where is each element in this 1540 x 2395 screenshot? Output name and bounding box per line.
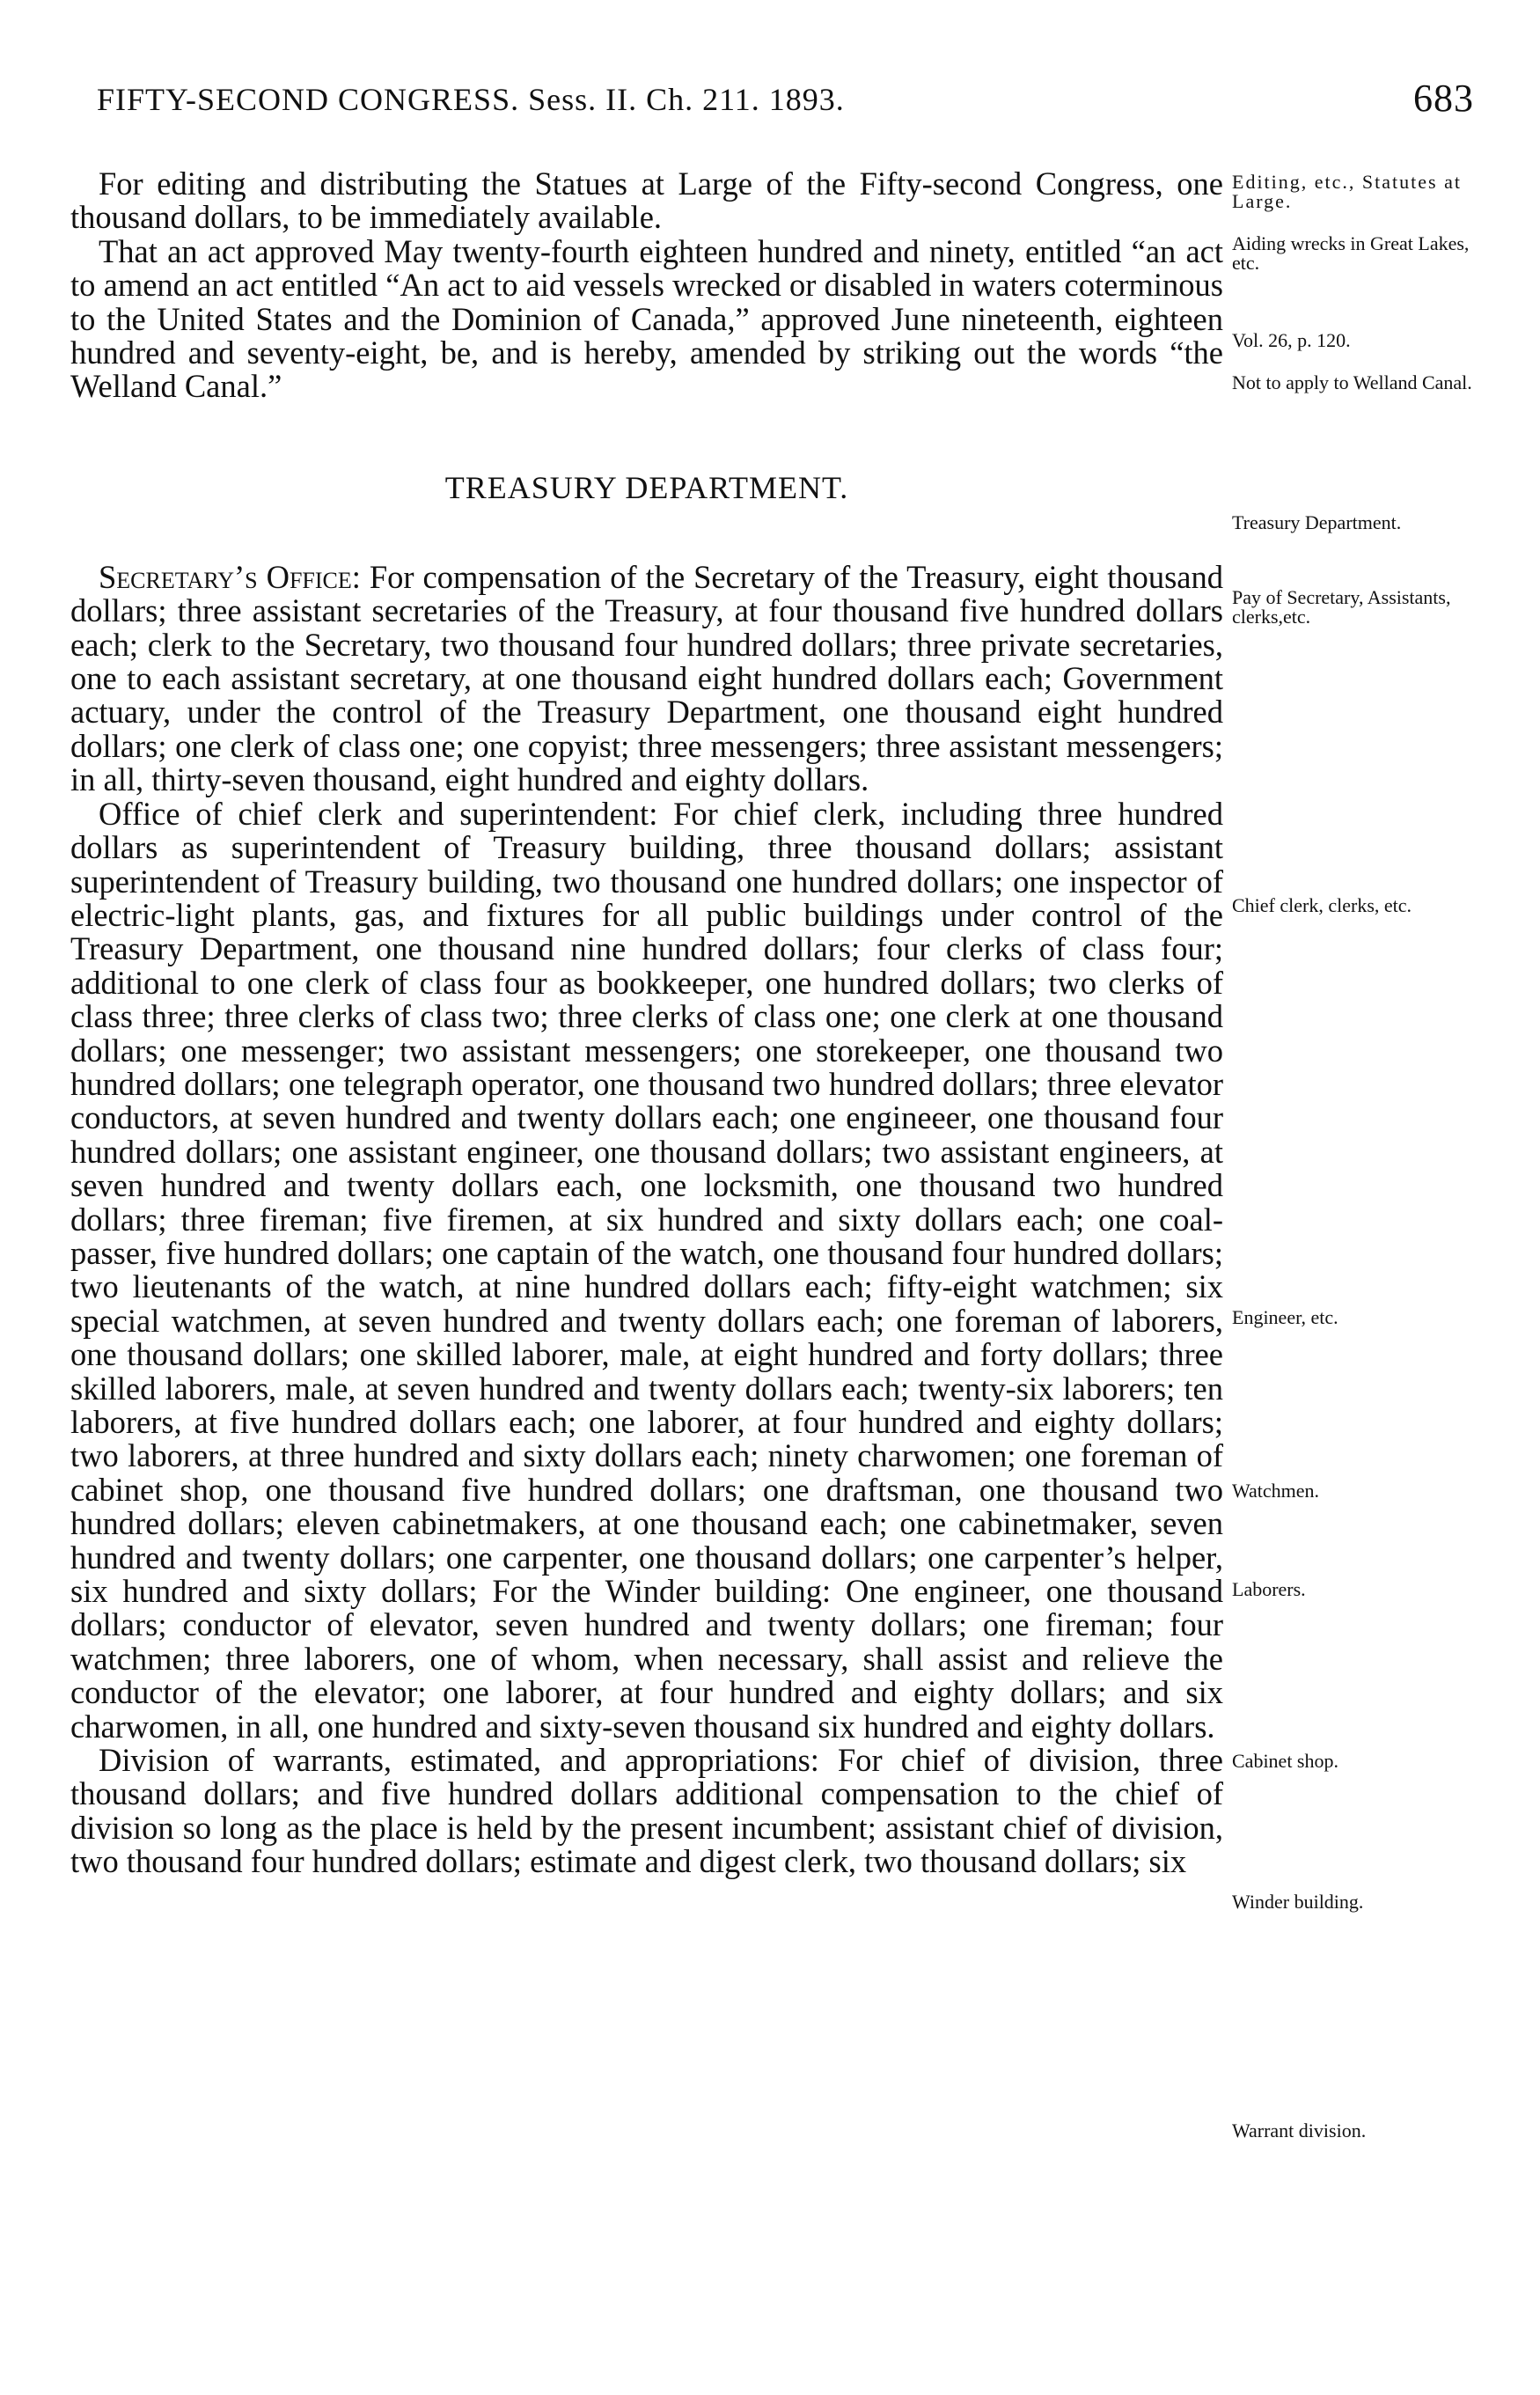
paragraph-text: For compensation of the Secretary of the Treasury, eight thousand dollars; three assistant secretaries of the Treasury, at four thousand five hundred dollars each; clerk to the Secretary, two thousand four hundred dollars; three private secretaries, one to each assistant secretary, at one thousand eight hundred dollars each; Government actuary, under the control of the Treasury Department, one thousand eight hundred dollars; one clerk of class one; one copyist; three messengers; three assistant messengers; in all, thirty-seven thousand, eight hundred and eighty dollars. (70, 558, 1223, 798)
note-warrant-division: Warrant division. (1232, 2120, 1367, 2142)
note-chief-clerk: Chief clerk, clerks, etc. (1232, 894, 1412, 916)
note-engineer: Engineer, etc. (1232, 1306, 1338, 1328)
note-watchmen: Watchmen. (1232, 1480, 1320, 1502)
section-heading: TREASURY DEPARTMENT. (444, 469, 849, 505)
paragraph-secretarys-office (70, 558, 1223, 798)
note-editing: Editing, etc., Statutes at Large. (1232, 171, 1462, 212)
note-aiding-wrecks: Aiding wrecks in Great Lakes, etc. (1232, 232, 1470, 274)
page-number: 683 (1413, 77, 1474, 120)
paragraph-chief-clerk: Office of chief clerk and superintendent: For chief clerk, including three hundred dollars as superintendent of Treasury building, three thousand dollars; assistant superintendent of Treasury building, two thousand one hundred dollars; one inspector of electric-light plants, gas, and fixtures for all public buildings under control of the Treasury Department, one thousand nine hundred dollars; four clerks of class four; additional to one clerk of class four as bookkeeper, one hundred dollars; two clerks of class three; three clerks of class two; three clerks of class one; one clerk at one thousand dollars; one messenger; two assistant messengers; one storekeeper, one thousand two hundred dollars; one telegraph operator, one thousand two hundred dollars; three elevator conductors, at seven hundred and twenty dollars each; one engineeer, one thousand four hundred dollars; one assistant engineer, one thousand dollars; two assistant engineers, at seven hundred and twenty dollars each, one locksmith, one thousand two hundred dollars; three fireman; five firemen, at six hundred and sixty dollars each; one coal-passer, five hundred dollars; one captain of the watch, one thousand four hundred dollars; two lieutenants of the watch, at nine hundred dollars each; fifty-eight watchmen; six special watchmen, at seven hundred and twenty dollars each; one foreman of laborers, one thousand dollars; one skilled laborer, male, at eight hundred and forty dollars; three skilled laborers, male, at seven hundred and twenty dollars each; twenty-six laborers; ten laborers, at five hundred dollars each; one laborer, at four hundred and eighty dollars; two laborers, at three hundred and sixty dollars each; ninety charwomen; one foreman of cabinet shop, one thousand five hundred dollars; one draftsman, one thousand two hundred dollars; eleven cabinetmakers, at one thousand each; one cabinetmaker, seven hundred and twenty dollars; one carpenter, one thousand dollars; one carpenter’s helper, six hundred and sixty dollars; For the Winder building: One engineer, one thousand dollars; conductor of elevator, seven hundred and twenty dollars; one fireman; four watchmen; three laborers, one of whom, when necessary, shall assist and relieve the conductor of the elevator; one laborer, at four hundred and eighty dollars; and six charwomen, in all, one hundred and sixty-seven thousand six hundred and eighty dollars. (70, 795, 1223, 1745)
note-treasury: Treasury Department. (1232, 511, 1402, 533)
note-volume-ref: Vol. 26, p. 120. (1232, 329, 1351, 351)
margin-notes (1232, 0, 1496, 2395)
paragraph-editing: For editing and distributing the Statues at Large of the Fifty-second Congress, one thousand dollars, to be immediately available. (70, 165, 1223, 236)
note-welland: Not to apply to Welland Canal. (1232, 371, 1472, 393)
body-column (70, 167, 1223, 1879)
paragraph-lead: Secretary’s Office: (99, 558, 361, 595)
note-pay: Pay of Secretary, Assistants, clerks,etc. (1232, 586, 1451, 628)
note-cabinet-shop: Cabinet shop. (1232, 1750, 1338, 1772)
paragraph-wrecks-act: That an act approved May twenty-fourth eighteen hundred and ninety, entitled “an act to amend an act entitled “An act to aid vessels wrecked or disabled in waters coterminous to the United States and the Dominion of Canada,” approved June nineteenth, eighteen hundred and seventy-eight, be, and is hereby, amended by striking out the words “the Welland Canal.” (70, 232, 1223, 405)
paragraph-warrants: Division of warrants, estimated, and appropriations: For chief of division, three thousand dollars; and five hundred dollars additional compensation to the chief of division so long as the place is held by the present incumbent; assistant chief of division, two thousand four hundred dollars; estimate and digest clerk, two thousand dollars; six (70, 1742, 1223, 1880)
running-title: FIFTY-SECOND CONGRESS. Sess. II. Ch. 211. 1893. (97, 82, 845, 117)
note-laborers: Laborers. (1232, 1578, 1306, 1600)
note-winder-building: Winder building. (1232, 1891, 1364, 1913)
